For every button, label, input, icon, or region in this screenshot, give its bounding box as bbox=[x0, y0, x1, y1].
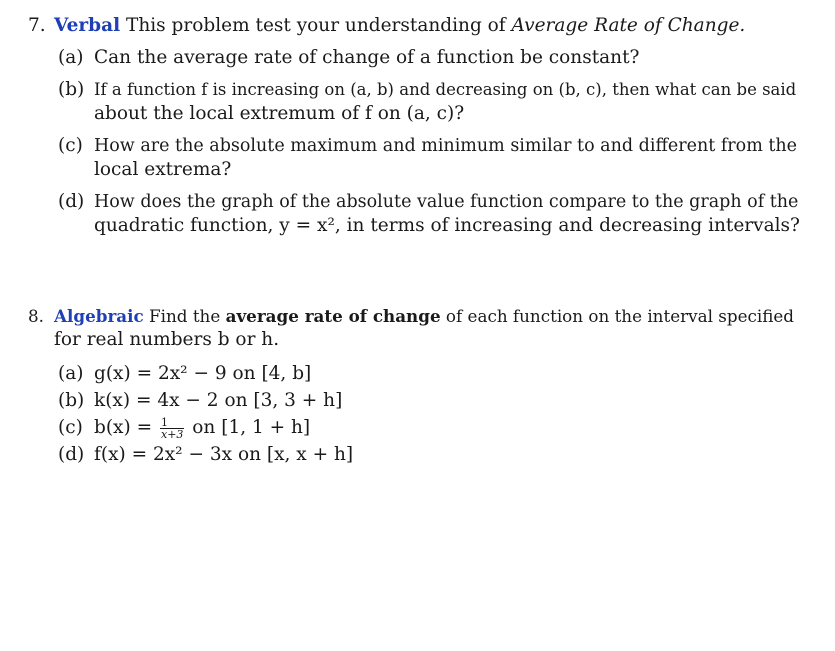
part-text-line: quadratic function, y = x², in terms of increasing and decreasing intervals? bbox=[94, 215, 800, 236]
problem-8 bbox=[28, 304, 803, 470]
fraction bbox=[160, 417, 184, 440]
part-label: (c) bbox=[58, 417, 83, 438]
problem-7 bbox=[28, 14, 803, 246]
problem-7-parts bbox=[28, 46, 803, 238]
problem-7-intro bbox=[28, 14, 803, 38]
part-expression: f(x) = 2x² − 3x on [x, x + h] bbox=[94, 444, 354, 465]
part-label: (a) bbox=[58, 363, 84, 384]
problem-8-part-c bbox=[28, 416, 803, 440]
problem-8-part-d bbox=[28, 443, 803, 467]
problem-topic: Verbal bbox=[54, 15, 121, 36]
problem-8-intro-line-2: for real numbers b or h. bbox=[54, 329, 280, 350]
problem-8-intro bbox=[28, 304, 803, 328]
expression-suffix: on [1, 1 + h] bbox=[186, 417, 311, 438]
problem-number: 8. bbox=[28, 306, 44, 326]
fraction-denominator: x+3 bbox=[160, 427, 184, 441]
expression-prefix: b(x) = bbox=[94, 417, 158, 438]
problem-number: 7. bbox=[28, 15, 46, 36]
part-expression: g(x) = 2x² − 9 on [4, b] bbox=[94, 363, 312, 384]
part-label: (d) bbox=[58, 444, 85, 465]
fraction-numerator: 1 bbox=[160, 417, 184, 429]
problem-7-part-b bbox=[28, 78, 803, 126]
problem-intro-text-suffix: of each function on the interval specified bbox=[440, 306, 795, 326]
part-expression bbox=[94, 416, 803, 440]
problem-8-part-a bbox=[28, 362, 803, 386]
part-text-line: about the local extremum of f on (a, c)? bbox=[94, 103, 465, 124]
part-label: (c) bbox=[58, 135, 83, 156]
problem-8-parts bbox=[28, 362, 803, 467]
problem-8-part-b bbox=[28, 389, 803, 413]
problem-intro-bold: average rate of change bbox=[225, 306, 441, 326]
problem-topic: Algebraic bbox=[54, 306, 144, 326]
problem-7-part-a bbox=[28, 46, 803, 70]
part-label: (b) bbox=[58, 390, 85, 411]
problem-intro-emphasis: Average Rate of Change. bbox=[511, 15, 746, 36]
part-text-line: If a function f is increasing on (a, b) and decreasing on (b, c), then what can be said bbox=[94, 80, 797, 99]
problem-intro-text: Find the bbox=[149, 306, 226, 326]
part-label: (a) bbox=[58, 47, 84, 68]
part-expression: k(x) = 4x − 2 on [3, 3 + h] bbox=[94, 390, 343, 411]
part-text-line: How are the absolute maximum and minimum similar to and different from the bbox=[94, 136, 798, 156]
part-text-line: local extrema? bbox=[94, 159, 232, 180]
part-text-line: Can the average rate of change of a function be constant? bbox=[94, 47, 640, 68]
problem-intro-text: This problem test your understanding of bbox=[126, 15, 512, 36]
part-label: (b) bbox=[58, 79, 85, 100]
problem-7-part-d bbox=[28, 190, 803, 238]
part-label: (d) bbox=[58, 191, 85, 212]
problem-7-part-c bbox=[28, 134, 803, 182]
part-text-line: How does the graph of the absolute value function compare to the graph of the bbox=[94, 192, 799, 212]
